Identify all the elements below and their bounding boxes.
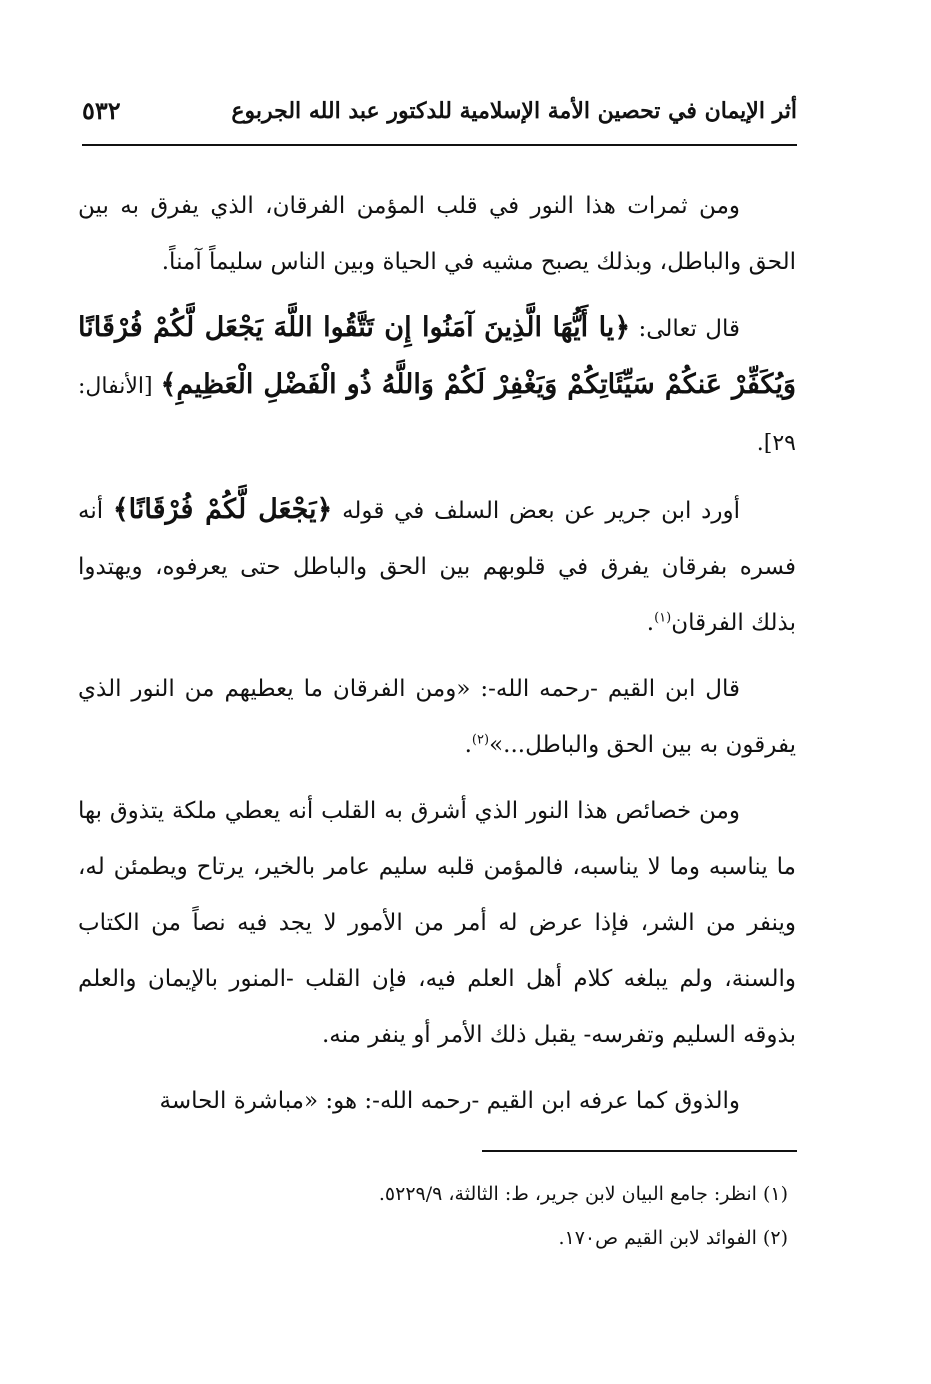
sentence-end: .	[464, 732, 472, 758]
footnote-marker-1: (١)	[654, 610, 672, 626]
footnote-marker-2: (٢)	[471, 732, 490, 748]
paragraph-ibn-jarir	[78, 482, 796, 651]
body-text	[78, 178, 796, 1139]
footnote-2: (٢) الفوائد لابن القيم ص١٧٠.	[558, 1227, 788, 1249]
footnote-1: (١) انظر: جامع البيان لابن جرير، ط: الثالثة، ٥٢٢٩/٩.	[378, 1183, 788, 1205]
ibn-jarir-intro: أورد ابن جرير عن بعض السلف في قوله	[332, 498, 740, 524]
ibn-jarir-explanation: أنه فسره بفرقان يفرق في قلوبهم بين الحق والباطل حتى يعرفوه، ويهتدوا بذلك الفرقان	[78, 498, 796, 636]
page-header	[82, 90, 797, 140]
paragraph-ibn-qayyim-quote	[78, 661, 796, 773]
footnote-divider	[482, 1150, 797, 1152]
verse-reference: [الأنفال: ٢٩].	[78, 374, 796, 456]
header-divider	[82, 144, 797, 146]
ibn-qayyim-quote: قال ابن القيم -رحمه الله-: «ومن الفرقان ما يعطيهم من النور الذي يفرقون به بين الحق والباطل...»	[78, 676, 796, 758]
footnotes	[300, 1172, 788, 1260]
verse-intro: قال تعالى:	[630, 316, 740, 342]
quran-verse: ﴿يا أَيُّهَا الَّذِينَ آمَنُوا إِن تَتَّقُوا اللَّهَ يَجْعَل لَّكُمْ فُرْقَانًا وَيُكَفِّرْ عَنكُمْ سَيِّئَاتِكُمْ وَيَغْفِرْ لَكُمْ وَاللَّهُ ذُو الْفَضْلِ الْعَظِيمِ﴾	[78, 312, 796, 400]
page-number: ٥٣٢	[82, 96, 121, 125]
paragraph-heart-light: ومن خصائص هذا النور الذي أشرق به القلب أنه يعطي ملكة يتذوق بها ما يناسبه وما لا يناسبه، فالمؤمن قلبه سليم عامر بالخير، يرتاح ويطمئن له، وينفر من الشر، فإذا عرض له أمر من الأمور لا يجد فيه نصاً من الكتاب والسنة، ولم يبلغه كلام أهل العلم فيه، فإن القلب -المنور بالإيمان والعلم بذوقه السليم وتفرسه- يقبل ذلك الأمر أو ينفر منه.	[78, 798, 796, 1048]
paragraph-quran-verse	[78, 300, 796, 472]
paragraph-dhawq-definition: والذوق كما عرفه ابن القيم -رحمه الله-: هو: «مباشرة الحاسة	[159, 1088, 740, 1114]
running-title: أثر الإيمان في تحصين الأمة الإسلامية للدكتور عبد الله الجربوع	[231, 98, 797, 124]
quran-phrase: ﴿يَجْعَل لَّكُمْ فُرْقَانًا﴾	[112, 494, 333, 525]
paragraph-furqan-intro: ومن ثمرات هذا النور في قلب المؤمن الفرقان، الذي يفرق به بين الحق والباطل، وبذلك يصبح مشيه في الحياة وبين الناس سليماً آمناً.	[78, 193, 796, 275]
sentence-end: .	[646, 610, 655, 636]
